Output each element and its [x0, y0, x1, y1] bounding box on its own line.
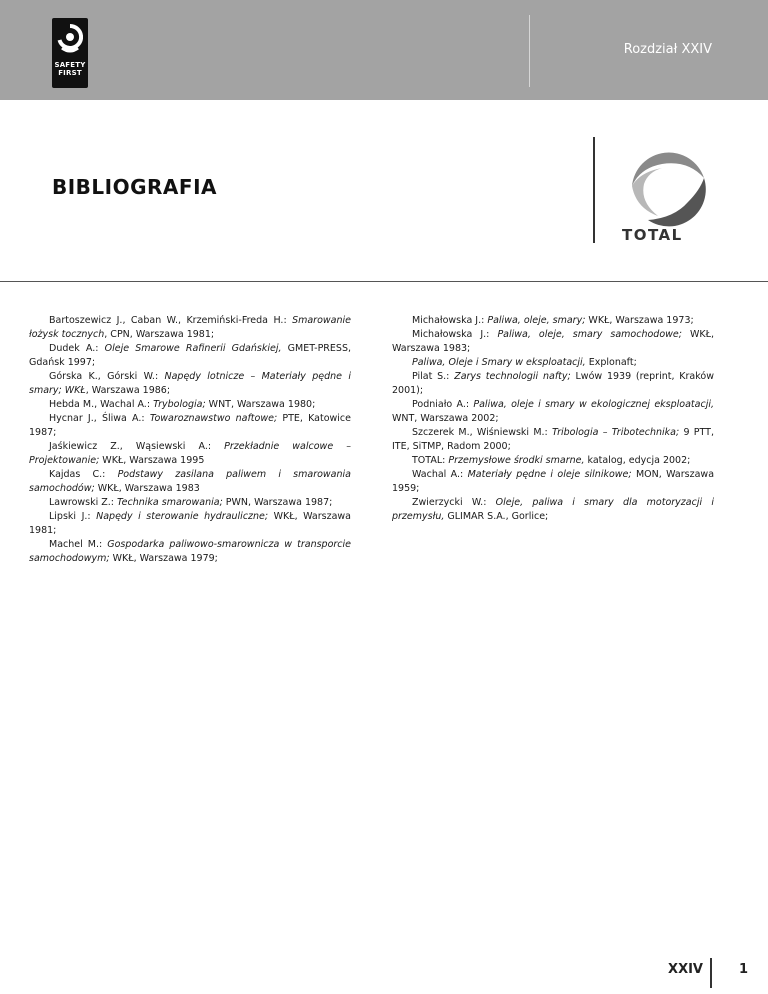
entry-title: Przekładnie walcowe – Projektowanie;	[29, 441, 351, 466]
entry-author: Machel M.:	[49, 539, 108, 550]
entry-author: Jaśkiewicz Z., Wąsiewski A.:	[49, 441, 225, 452]
entry-publisher: , CPN, Warszawa 1981;	[104, 329, 215, 340]
entry-publisher: WKŁ, Warszawa 1995	[99, 455, 205, 466]
entry-author: Zwierzycki W.:	[412, 497, 496, 508]
entry-publisher: Lwów 1939 (reprint, Kraków 2001);	[392, 371, 714, 396]
entry-publisher: PWN, Warszawa 1987;	[222, 497, 333, 508]
bibliography-left-column	[29, 314, 351, 566]
entry-publisher: WKŁ, Warszawa 1979;	[109, 553, 218, 564]
entry-title: Smarowanie łożysk tocznych	[29, 315, 351, 340]
entry-author: Bartoszewicz J., Caban W., Krzemiński-Freda H.:	[49, 315, 293, 326]
entry-author: Hycnar J., Śliwa A.:	[49, 413, 150, 424]
entry-author: Pilat S.:	[412, 371, 455, 382]
entry-author: Wachal A.:	[412, 469, 468, 480]
entry-publisher: , Warszawa 1986;	[85, 385, 171, 396]
title-divider	[593, 137, 595, 243]
total-wordmark: TOTAL	[622, 226, 683, 244]
entry-title: Paliwa, oleje i smary w ekologicznej eksploatacji,	[473, 399, 714, 410]
bibliography-right-column	[392, 314, 714, 524]
bibliography-entry	[29, 468, 351, 496]
entry-publisher: katalog, edycja 2002;	[584, 455, 691, 466]
safety-first-icon	[57, 24, 83, 58]
safety-first-logo	[52, 18, 88, 88]
bibliography-entry	[392, 328, 714, 356]
page-number: 1	[738, 962, 748, 977]
entry-author: Hebda M., Wachal A.:	[49, 399, 154, 410]
entry-title: Przemysłowe środki smarne,	[448, 455, 585, 466]
bibliography-entry	[392, 426, 714, 454]
entry-author: Kajdas C.:	[49, 469, 118, 480]
entry-title: Napędy lotnicze – Materiały pędne i smary; WKŁ	[29, 371, 351, 396]
entry-publisher: WKŁ, Warszawa 1973;	[585, 315, 694, 326]
bibliography-entry	[29, 510, 351, 538]
entry-title: Technika smarowania;	[117, 497, 223, 508]
entry-publisher: GMET-PRESS, Gdańsk 1997;	[29, 343, 351, 368]
bibliography-entry	[392, 454, 714, 468]
safety-logo-text: SAFETY FIRST	[54, 61, 86, 77]
page-title: BIBLIOGRAFIA	[52, 175, 217, 199]
entry-title: Materiały pędne i oleje silnikowe;	[467, 469, 632, 480]
entry-title: Trybologia;	[153, 399, 206, 410]
entry-title: Oleje, paliwa i smary dla motoryzacji i przemysłu,	[392, 497, 714, 522]
bibliography-entry	[29, 412, 351, 440]
entry-title: Zarys technologii nafty;	[454, 371, 571, 382]
entry-author: Dudek A.:	[49, 343, 105, 354]
bibliography-entry	[29, 440, 351, 468]
entry-title: Towaroznawstwo naftowe;	[149, 413, 278, 424]
entry-author: TOTAL:	[412, 455, 449, 466]
footer-divider	[710, 958, 712, 988]
chapter-label: Rozdział XXIV	[623, 42, 712, 57]
footer-chapter: XXIV	[668, 962, 703, 977]
bibliography-entry	[392, 398, 714, 426]
bibliography-entry	[392, 468, 714, 496]
entry-title: Oleje Smarowe Rafinerii Gdańskiej,	[104, 343, 282, 354]
bibliography-entry	[392, 370, 714, 398]
entry-author: Szczerek M., Wiśniewski M.:	[412, 427, 553, 438]
entry-publisher: PTE, Katowice 1987;	[29, 413, 351, 438]
bibliography-entry	[392, 314, 714, 328]
section-rule	[0, 281, 768, 282]
entry-title: Gospodarka paliwowo-smarownicza w transporcie samochodowym;	[29, 539, 351, 564]
entry-author: Lawrowski Z.:	[49, 497, 118, 508]
entry-publisher: WNT, Warszawa 1980;	[205, 399, 316, 410]
entry-publisher: 9 PTT, ITE, SiTMP, Radom 2000;	[392, 427, 714, 452]
header-divider	[529, 15, 530, 87]
bibliography-entry	[392, 496, 714, 524]
entry-author: Michałowska J.:	[412, 329, 498, 340]
entry-title: Podstawy zasilana paliwem i smarowania samochodów;	[29, 469, 351, 494]
entry-publisher: WKŁ, Warszawa 1983;	[392, 329, 714, 354]
bibliography-entry	[29, 370, 351, 398]
bibliography-entry	[29, 496, 351, 510]
entry-publisher: GLIMAR S.A., Gorlice;	[444, 511, 549, 522]
entry-author: Michałowska J.:	[412, 315, 488, 326]
entry-publisher: WKŁ, Warszawa 1983	[94, 483, 200, 494]
entry-title: Tribologia – Tribotechnika;	[552, 427, 680, 438]
entry-title: Paliwa, oleje, smary;	[487, 315, 586, 326]
bibliography-entry	[392, 356, 714, 370]
bibliography-entry	[29, 398, 351, 412]
entry-publisher: MON, Warszawa 1959;	[392, 469, 715, 494]
entry-publisher: WNT, Warszawa 2002;	[392, 413, 499, 424]
bibliography-entry	[29, 538, 351, 566]
entry-author: Lipski J.:	[49, 511, 97, 522]
entry-author: Podniało A.:	[412, 399, 474, 410]
entry-author: Górska K., Górski W.:	[49, 371, 165, 382]
bibliography-entry	[29, 342, 351, 370]
entry-publisher: WKŁ, Warszawa 1981;	[29, 511, 351, 536]
entry-publisher: Explonaft;	[585, 357, 637, 368]
entry-title: Paliwa, Oleje i Smary w eksploatacji,	[412, 357, 586, 368]
entry-title: Napędy i sterowanie hydrauliczne;	[96, 511, 269, 522]
entry-title: Paliwa, oleje, smary samochodowe;	[497, 329, 682, 340]
bibliography-entry	[29, 314, 351, 342]
